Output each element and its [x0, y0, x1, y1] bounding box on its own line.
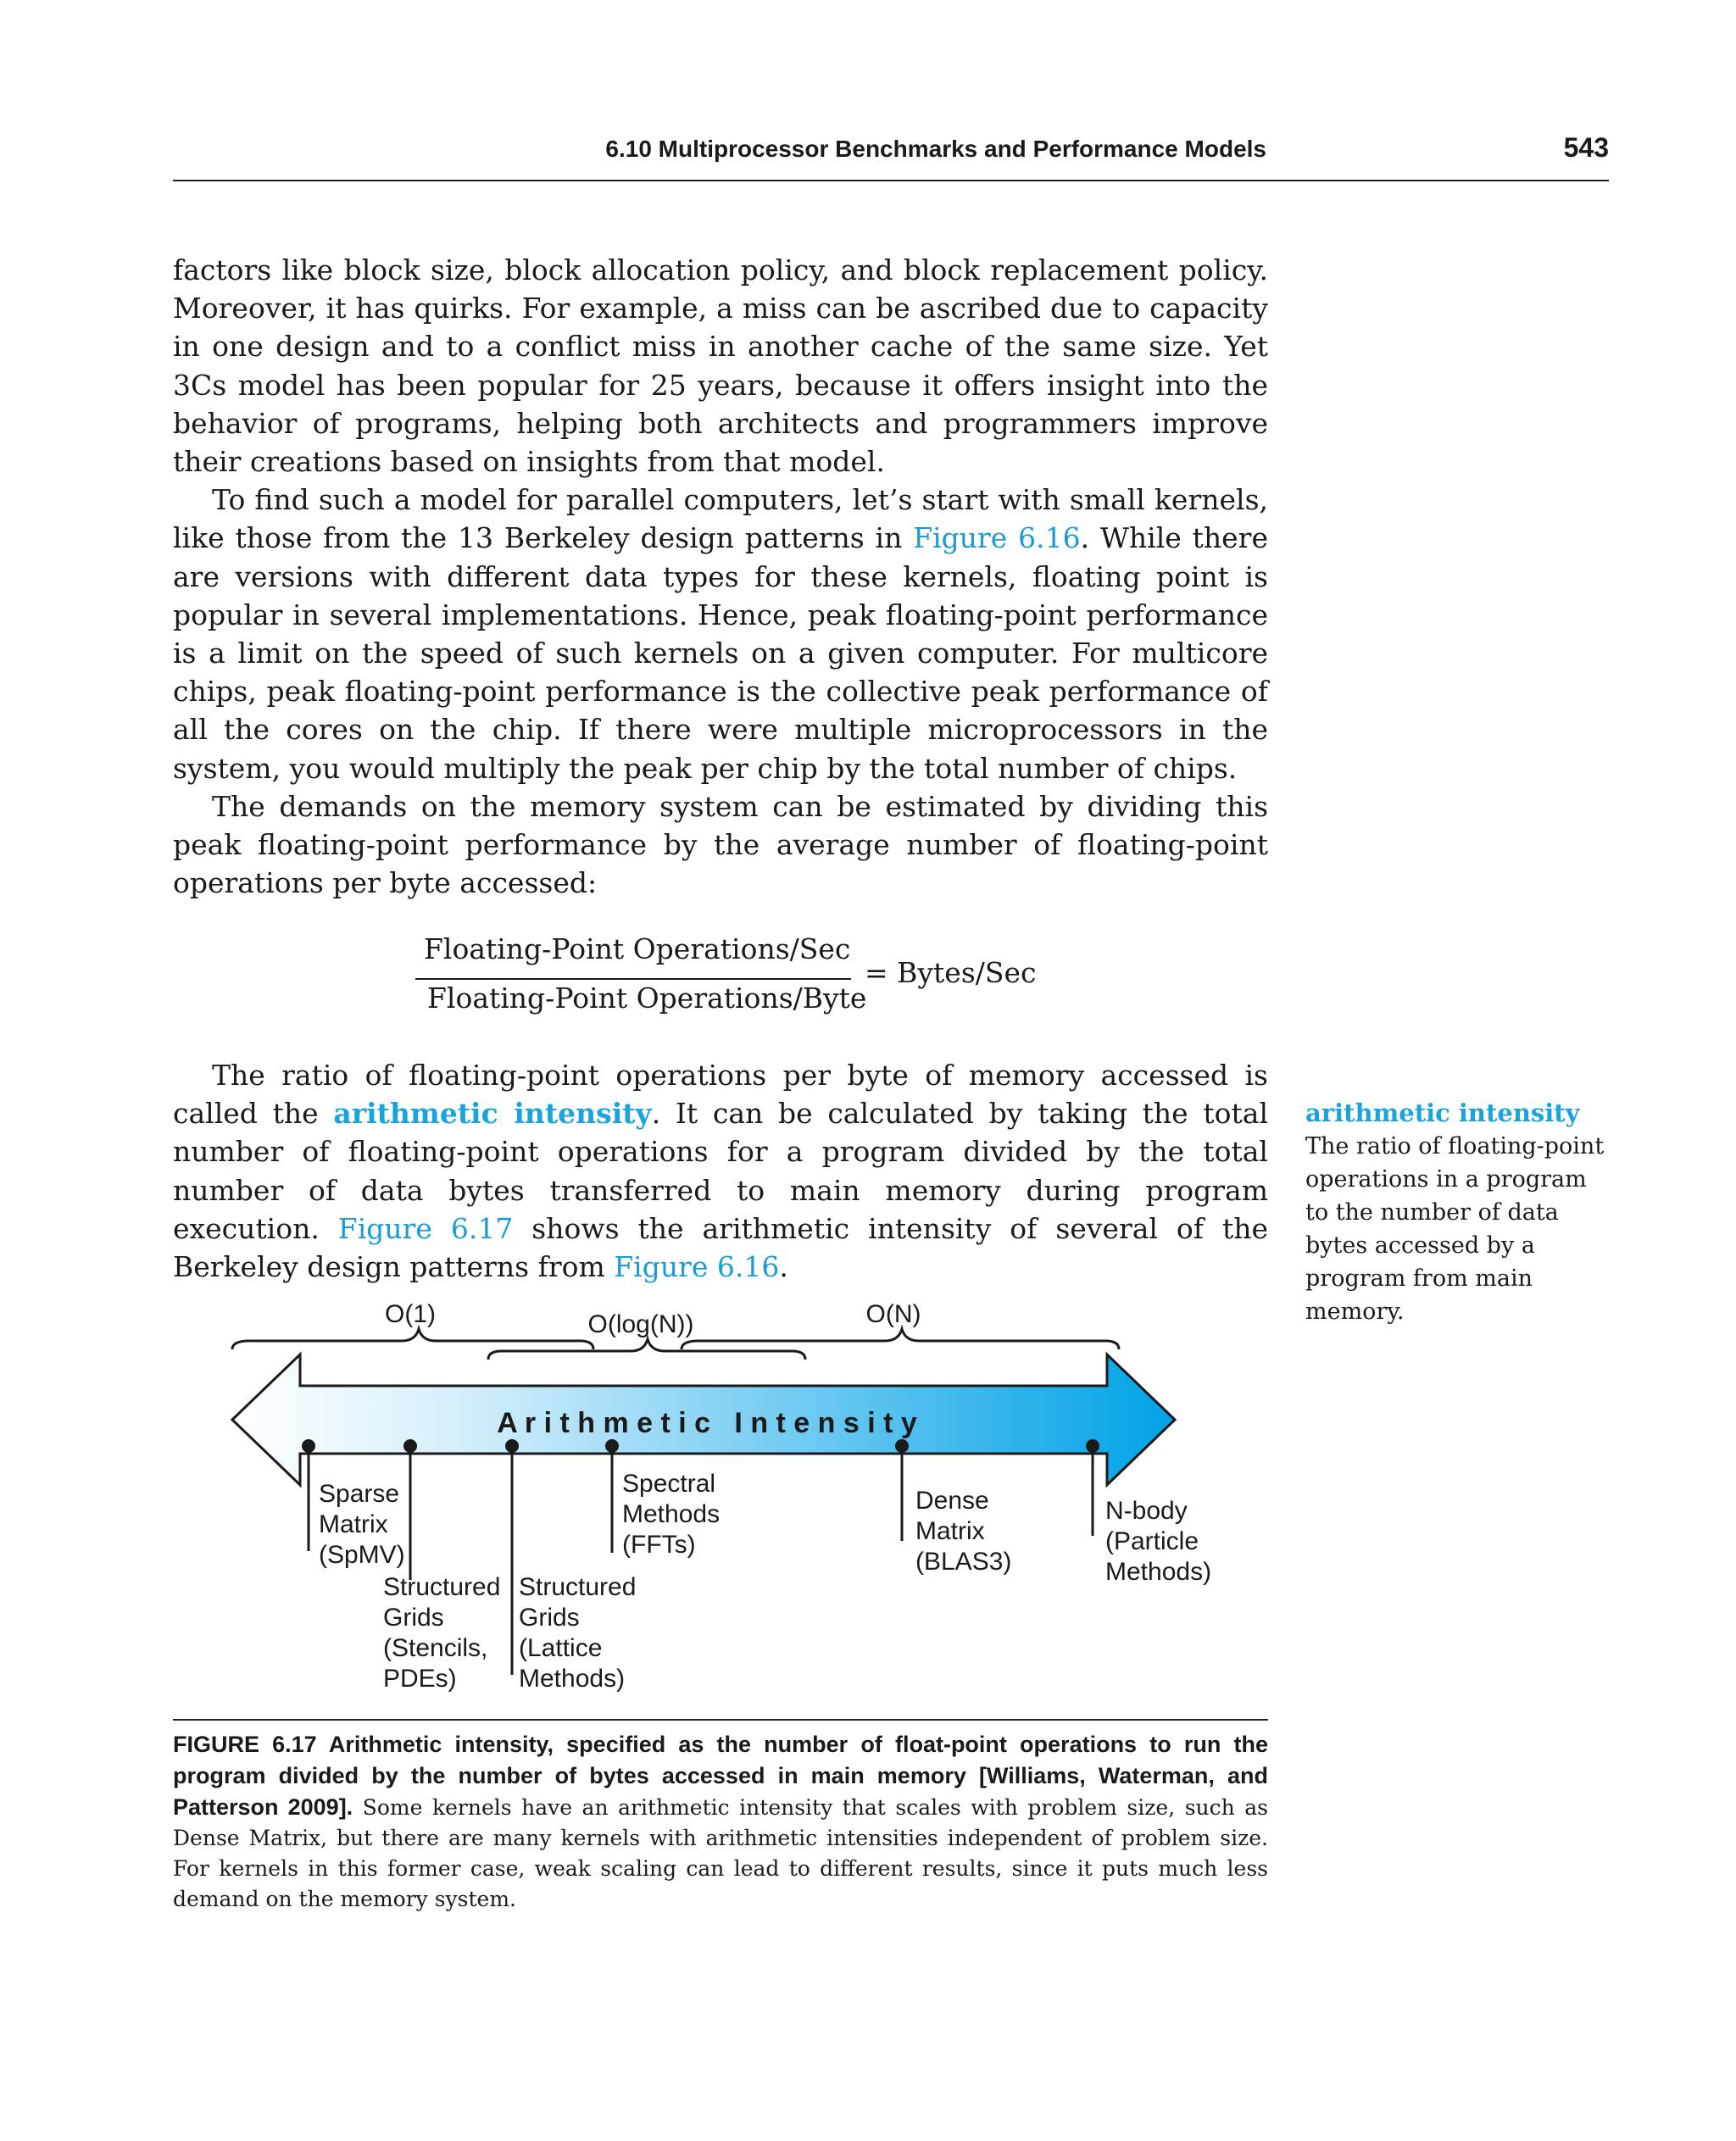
paragraph-4	[173, 1056, 1268, 1286]
kernel-label-dense-matrix: Dense Matrix (BLAS3)	[915, 1487, 1012, 1576]
page-header	[173, 127, 1609, 181]
caption-title: FIGURE 6.17 Arithmetic intensity, specified as the number of float-point operations to run the program divided by the number of bytes accessed in main memory [Williams, Waterman, and Patterson 2009].	[173, 1732, 1268, 1820]
kernel-sparse-matrix	[302, 1439, 315, 1551]
margin-glossary	[1305, 1097, 1611, 1328]
caption-text: Some kernels have an arithmetic intensity that scales with problem size, such as Dense Matrix, but there are many kernels with arithmetic intensities independent of problem size. For kernels in this former case, weak scaling can lead to different results, since it puts much less demand on the memory system.	[173, 1795, 1268, 1911]
paragraph-2-text-a: To find such a model for parallel computers, let’s start with small kernels, like those from the 13 Berkeley design patterns in	[173, 483, 1268, 555]
paragraph-1: factors like block size, block allocation policy, and block replacement policy. Moreover, it has quirks. For example, a miss can be ascribed due to capacity in one design and to a conflict miss in another cache of the same size. Yet 3Cs model has been popular for 25 years, because it offers insight into the behavior of programs, helping both architects and programmers improve their creations based on insights from that model.	[173, 253, 1268, 479]
page-number: 543	[1563, 132, 1609, 163]
figure-caption	[173, 1729, 1268, 1915]
figure-6-17	[173, 1271, 1212, 1704]
kernel-spectral-methods	[605, 1439, 619, 1553]
kernel-structured-grids-lattice	[505, 1439, 519, 1675]
brace-label-on: O(N)	[865, 1300, 921, 1328]
arithmetic-intensity-term: arithmetic intensity	[333, 1097, 652, 1131]
brace-label-ologn: O(log(N))	[587, 1310, 694, 1338]
paragraph-4-text-b: . It can be calculated by taking the total number of floating-point operations for a program divided by the total number of data bytes transferred to main memory during program execution.	[173, 1097, 1268, 1245]
brace-o1	[232, 1329, 593, 1349]
brace-on	[682, 1329, 1119, 1349]
glossary-definition: The ratio of floating-point operations in a program to the number of data bytes accessed by a program from main memory.	[1305, 1133, 1605, 1325]
figure-6-16-link[interactable]: Figure 6.16	[913, 521, 1081, 555]
paragraph-4-text-a: The ratio of floating-point operations per byte of memory accessed is called the	[173, 1059, 1268, 1131]
paragraph-2-text-b: . While there are versions with different data types for these kernels, floating point is popular in several implementations. Hence, peak floating-point performance is a limit on the speed of such kernels on a given computer. For multicore chips, peak floating-point performance is the collective peak performance of all the cores on the chip. If there were multiple microprocessors in the system, you would multiply the peak per chip by the total number of chips.	[173, 521, 1268, 785]
kernel-structured-grids-stencils	[403, 1439, 417, 1580]
paragraph-4-text-c: shows the arithmetic intensity of several of the Berkeley design patterns from	[173, 1211, 1268, 1284]
brace-ologn	[488, 1339, 805, 1360]
paragraph-2	[173, 481, 1268, 787]
body-text-bottom	[173, 1056, 1268, 1286]
glossary-term: arithmetic intensity	[1305, 1098, 1580, 1127]
figure-6-16-link-2[interactable]: Figure 6.16	[614, 1250, 780, 1284]
equation-denominator: Floating-Point Operations/Byte	[427, 982, 867, 1015]
figure-6-17-link[interactable]: Figure 6.17	[337, 1211, 514, 1245]
kernel-label-sparse-matrix: Sparse Matrix (SpMV)	[319, 1480, 405, 1569]
kernel-label-structured-grids-stencils: Structured Grids (Stencils, PDEs)	[383, 1573, 501, 1693]
section-title: 6.10 Multiprocessor Benchmarks and Performance Models	[605, 136, 1266, 162]
equation-numerator: Floating-Point Operations/Sec	[424, 932, 851, 965]
paragraph-3: The demands on the memory system can be estimated by dividing this peak floating-point performance by the average number of floating-point operations per byte accessed:	[173, 789, 1268, 900]
body-text-top	[173, 251, 1268, 902]
kernel-label-n-body: N-body (Particle Methods)	[1105, 1497, 1212, 1586]
brace-label-o1: O(1)	[385, 1300, 436, 1328]
paragraph-4-text-d: .	[779, 1250, 788, 1284]
kernel-label-spectral-methods: Spectral Methods (FFTs)	[622, 1470, 721, 1559]
fraction-bar	[415, 978, 851, 980]
equation-result: = Bytes/Sec	[865, 956, 1037, 989]
kernel-label-structured-grids-lattice: Structured Grids (Lattice Methods)	[519, 1573, 637, 1693]
arrow-label: A r i t h m e t i c I n t e n s i t y	[497, 1407, 917, 1439]
caption-rule	[173, 1719, 1268, 1721]
